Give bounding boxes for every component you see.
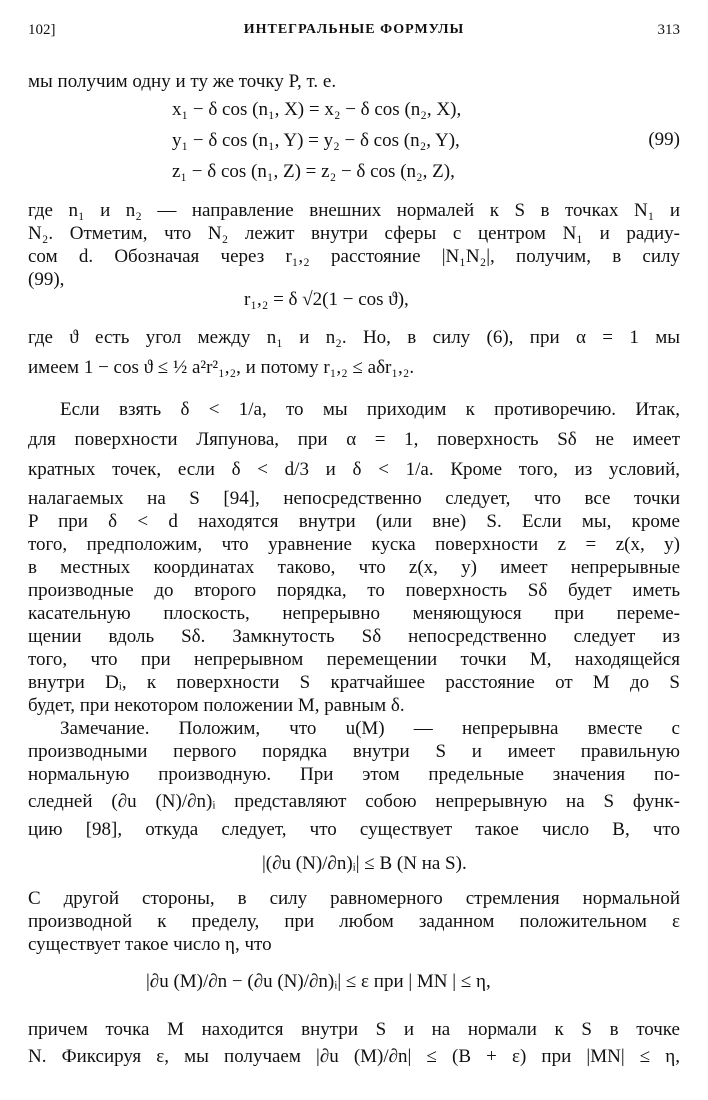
text-line: P при δ < d находятся внутри (или вне) S. Если мы, кроме	[28, 511, 680, 532]
text-line: касательную плоскость, непрерывно меняющуюся при переме-	[28, 603, 680, 624]
section-number: 102]	[28, 22, 56, 38]
text-line: внутри Dᵢ, к поверхности S кратчайшее расстояние от M до S	[28, 672, 680, 693]
text-line: того, что при непрерывном перемещении точки M, находящейся	[28, 649, 680, 670]
text-line: для поверхности Ляпунова, при α = 1, поверхность Sδ не имеет	[28, 429, 680, 450]
text-line: (99),	[28, 269, 65, 290]
equation-line: x₁ − δ cos (n₁, X) = x₂ − δ cos (n₂, X),	[172, 99, 462, 120]
text-line: щении вдоль Sδ. Замкнутость Sδ непосредственно следует из	[28, 626, 680, 647]
text-line: мы получим одну и ту же точку P, т. е.	[28, 71, 337, 92]
text-line: имеем 1 − cos ϑ ≤ ½ a²r²₁,₂, и потому r₁,₂ ≤ aδr₁,₂.	[28, 357, 415, 378]
text-line: в местных координатах таково, что z(x, y) имеет непрерывные	[28, 557, 680, 578]
text-line: производные до второго порядка, то поверхность Sδ будет иметь	[28, 580, 680, 601]
equation-convergence: |∂u (M)/∂n − (∂u (N)/∂n)ᵢ| ≤ ε при | MN | ≤ η,	[146, 971, 491, 992]
text-line: налагаемых на S [94], непосредственно следует, что все точки	[28, 488, 680, 509]
running-title: ИНТЕГРАЛЬНЫЕ ФОРМУЛЫ	[243, 22, 465, 37]
text-line: цию [98], откуда следует, что существует такое число B, что	[28, 819, 680, 840]
text-line: Замечание. Положим, что u(M) — непрерывна вместе с	[60, 718, 680, 739]
text-line: кратных точек, если δ < d/3 и δ < 1/a. Кроме того, из условий,	[28, 459, 680, 480]
equation-bound: |(∂u (N)/∂n)ᵢ| ≤ B (N на S).	[262, 853, 467, 874]
running-header	[28, 22, 680, 44]
text-line: N₂. Отметим, что N₂ лежит внутри сферы с центром N₁ и радиу-	[28, 223, 680, 244]
text-line: нормальную производную. При этом предельные значения по-	[28, 764, 680, 785]
text-line: Если взять δ < 1/a, то мы приходим к противоречию. Итак,	[60, 399, 680, 420]
text-line: того, предположим, что уравнение куска поверхности z = z(x, y)	[28, 534, 680, 555]
text-line: будет, при некотором положении M, равным δ.	[28, 695, 405, 716]
text-line: производными первого порядка внутри S и имеет правильную	[28, 741, 680, 762]
text-line: производной к пределу, при любом заданном положительном ε	[28, 911, 680, 932]
equation-line: y₁ − δ cos (n₁, Y) = y₂ − δ cos (n₂, Y),	[172, 130, 460, 151]
text-line: где ϑ есть угол между n₁ и n₂. Но, в силу (6), при α = 1 мы	[28, 327, 680, 348]
equation-r12: r₁,₂ = δ √2(1 − cos ϑ),	[244, 289, 409, 310]
text-line: следней (∂u (N)/∂n)ᵢ представляют собою непрерывную на S функ-	[28, 791, 680, 812]
text-line: где n₁ и n₂ — направление внешних нормалей к S в точках N₁ и	[28, 200, 680, 221]
text-line: N. Фиксируя ε, мы получаем |∂u (M)/∂n| ≤ (B + ε) при |MN| ≤ η,	[28, 1046, 680, 1067]
text-line: сом d. Обозначая через r₁,₂ расстояние |N₁N₂|, получим, в силу	[28, 246, 680, 267]
equation-line: z₁ − δ cos (n₁, Z) = z₂ − δ cos (n₂, Z),	[172, 161, 455, 182]
text-line: существует такое число η, что	[28, 934, 272, 955]
equation-number: (99)	[648, 129, 680, 150]
page-number: 313	[657, 22, 680, 38]
text-line: причем точка M находится внутри S и на нормали к S в точке	[28, 1019, 680, 1040]
text-line: С другой стороны, в силу равномерного стремления нормальной	[28, 888, 680, 909]
